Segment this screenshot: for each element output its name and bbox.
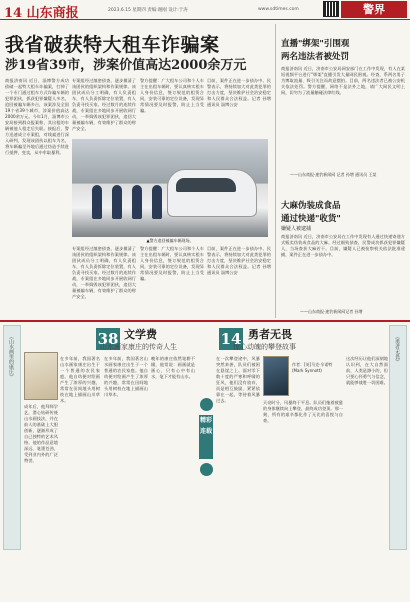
decor-circle-icon: [200, 463, 213, 476]
book2-text-3: 这次经历让他们深刻地认识到，在大自然面前，人类是渺小的，但只要心怀勇气与信念，就能够战胜一切困难。: [346, 356, 388, 385]
right-headline-5: 嫌疑人被逮捕: [281, 226, 312, 232]
book1-cover: [24, 352, 58, 400]
right-body-1: 商报济南讯 近日，济南市公安局网安部门在工作中发现，有人在某短视频平台进行"绑架"直播引发大量网民围观。经查，系两名男子为博取流量、吸引关注而故意摆拍。目前，两名违法者已被公安机关依法处罚。警方提醒，网络不是法外之地，请广大网民文明上网，切勿为了流量触碰法律红线。: [281, 66, 405, 95]
main-headline: 我省破获特大租车诈骗案: [5, 34, 220, 56]
right-body-2: 商报济南讯 近日，济南市公安局在工作中发现有人通过快递寄递方式贩卖伪装成食品的大麻。经过细致侦查，民警成功抓获犯罪嫌疑人，当场查获大麻若干。目前，嫌疑人已被检察机关依法批准逮捕，案件正在进一步侦办中。: [281, 234, 405, 257]
book1-text-3: 在多年前，我国著名山水画家康庄出生于一个普通的农民家庭。他自幼便对绘画产生了浓厚的兴趣，常常在田间地头用树枝在地上描画山川草木。: [104, 356, 148, 397]
decor-circle-icon: [200, 398, 213, 411]
book2-number: 14: [220, 330, 242, 348]
book1-text-2: 成年后，他拜师学艺，潜心钻研传统山水画技法，并在前人的基础上大胆创新，逐渐形成了自己独特的艺术风格。他的作品意境深远、笔墨苍劲，受到业内外的广泛赞誉。: [24, 404, 58, 463]
page-header: [0, 0, 410, 20]
main-subheadline: 涉19省39市，涉案价值高达2000余万元: [5, 58, 247, 73]
officer-figure: [92, 185, 102, 219]
book2-text-2: 天亮时分，风暴终于平息。队员们拖着疲惫的身体继续向上攀登，最终成功登顶。那一刻，所有的艰辛都化作了无比的喜悦与自豪。: [263, 400, 343, 423]
book1-title: 文学费: [124, 328, 157, 341]
right-author-2: ——山东商报·速豹新闻网记者 孙增: [300, 309, 363, 314]
officer-figure: [132, 185, 142, 219]
book2-text-1: 在一次攀登途中，风暴突然来袭，队员们被困在悬崖之上。面对零下数十度的严寒和呼啸的狂风，他们没有放弃，而是相互鼓励，紧紧依靠在一起，等待着风暴过去。: [216, 356, 260, 403]
book1-number: 38: [97, 330, 119, 348]
book1-text-1: 在多年前，我国著名山水画家康庄出生于一个普通的农民家庭。他自幼便对绘画产生了浓厚的兴趣，常常在田间地头用树枝在地上描画山川草木。: [60, 356, 100, 403]
column-divider: [275, 24, 276, 318]
book2-title: 勇者无畏: [248, 328, 292, 341]
issue-meta: 2023.6.15 星期四 责编:谢刚 设计:于涛: [108, 8, 188, 13]
main-col-4: 目前，案件正在进一步侦办中。民警表示，将持续加大对此类犯罪的打击力度，坚决维护社会治安稳定和人民群众合法权益。记者 孙增 通讯员 淄博公安: [207, 78, 271, 107]
book1-side-bar: [3, 325, 21, 550]
qr-code-icon: [323, 1, 339, 17]
main-col-7: 目前，案件正在进一步侦办中。民警表示，将持续加大对此类犯罪的打击力度，坚决维护社会治安稳定和人民群众合法权益。记者 孙增 通讯员 淄博公安: [207, 246, 271, 275]
right-headline-1: 直播"绑架"引围观: [281, 39, 350, 49]
website: www.sdtimes.com: [258, 7, 299, 12]
section-rule: [0, 320, 410, 322]
main-col-1: 商报济南讯 近日，淄博警方成功侦破一起特大租车诈骗案，打掉了一个专门通过租车方式诈骗车辆的犯罪团伙，抓获犯罪嫌疑人多名，追回被骗车辆多台，该案涉及全国19个省39个城市，涉案价值高达2000余万元。今年1月，淄博市公安局接到群众报案称，其出租的车辆被他人租走后失联。接报后，警方迅速成立专案组，对线索进行深入研判，发现该团伙以租车为名，将车辆骗至外地后通过伪造手续进行抵押、变卖，从中牟取暴利。: [5, 78, 69, 155]
book1-text-4: 晚年的康庄依然笔耕不辍，他常说：画画就是画心，只有心中有山水，笔下才能有山水。: [151, 356, 195, 379]
officer-figure: [152, 185, 162, 219]
book1-subtitle: 山水画家康庄的传奇人生: [100, 343, 177, 351]
main-col-2: 专案组经过缜密侦查，逐步摸清了该团伙的组织架构和作案规律。该团伙成员分工明确，有人负责租车，有人负责拆除定位装置，有人负责寻找买家。经过数月的连续作战，专案组在多地同步开展收网行动，一举捣毁该犯罪团伙，追回大量被骗车辆，有效维护了群众的财产安全。: [72, 78, 136, 131]
news-photo: [72, 139, 268, 237]
book2-author: 作者：[英]马克·辛诺特 (Mark Synnott): [292, 362, 333, 373]
section-title: 警界: [341, 1, 407, 18]
main-col-3: 警方提醒：广大租车公司和个人车主在出租车辆时，要认真核实租车人身份信息，签订规范的租赁合同，安装可靠的定位设备，发现异常情况要及时报警，防止上当受骗。: [140, 78, 204, 113]
book2-side-bar: [389, 325, 407, 550]
right-author-1: ——山东商报·速豹新闻网 记者 孙增 通讯员 王某: [290, 172, 377, 177]
photo-caption: ▲警方追回被骗车辆现场。: [146, 238, 194, 243]
book2-subtitle: 惊心动魄的攀登故事: [233, 343, 296, 351]
serial-label: 精彩连载: [199, 415, 213, 459]
car-image: [167, 169, 257, 217]
main-col-6: 警方提醒：广大租车公司和个人车主在出租车辆时，要认真核实租车人身份信息，签订规范的租赁合同，安装可靠的定位设备，发现异常情况要及时报警，防止上当受骗。: [140, 246, 204, 281]
officer-figure: [112, 185, 122, 219]
right-headline-2: 两名违法者被处罚: [281, 52, 350, 62]
right-headline-4: 通过快递"收货": [281, 214, 341, 224]
book1-side-label: 《山水画里的康庄》: [8, 334, 14, 379]
right-headline-3: 大麻伪装成食品: [281, 201, 341, 211]
main-col-5: 专案组经过缜密侦查，逐步摸清了该团伙的组织架构和作案规律。该团伙成员分工明确，有人负责租车，有人负责拆除定位装置，有人负责寻找买家。经过数月的连续作战，专案组在多地同步开展收网行动，一举捣毁该犯罪团伙，追回大量被骗车辆，有效维护了群众的财产安全。: [72, 246, 136, 299]
book2-cover: [263, 356, 289, 396]
book2-side-label: 《勇者无畏》: [394, 334, 400, 364]
page-number-and-paper: 14 山东商报: [4, 6, 79, 21]
